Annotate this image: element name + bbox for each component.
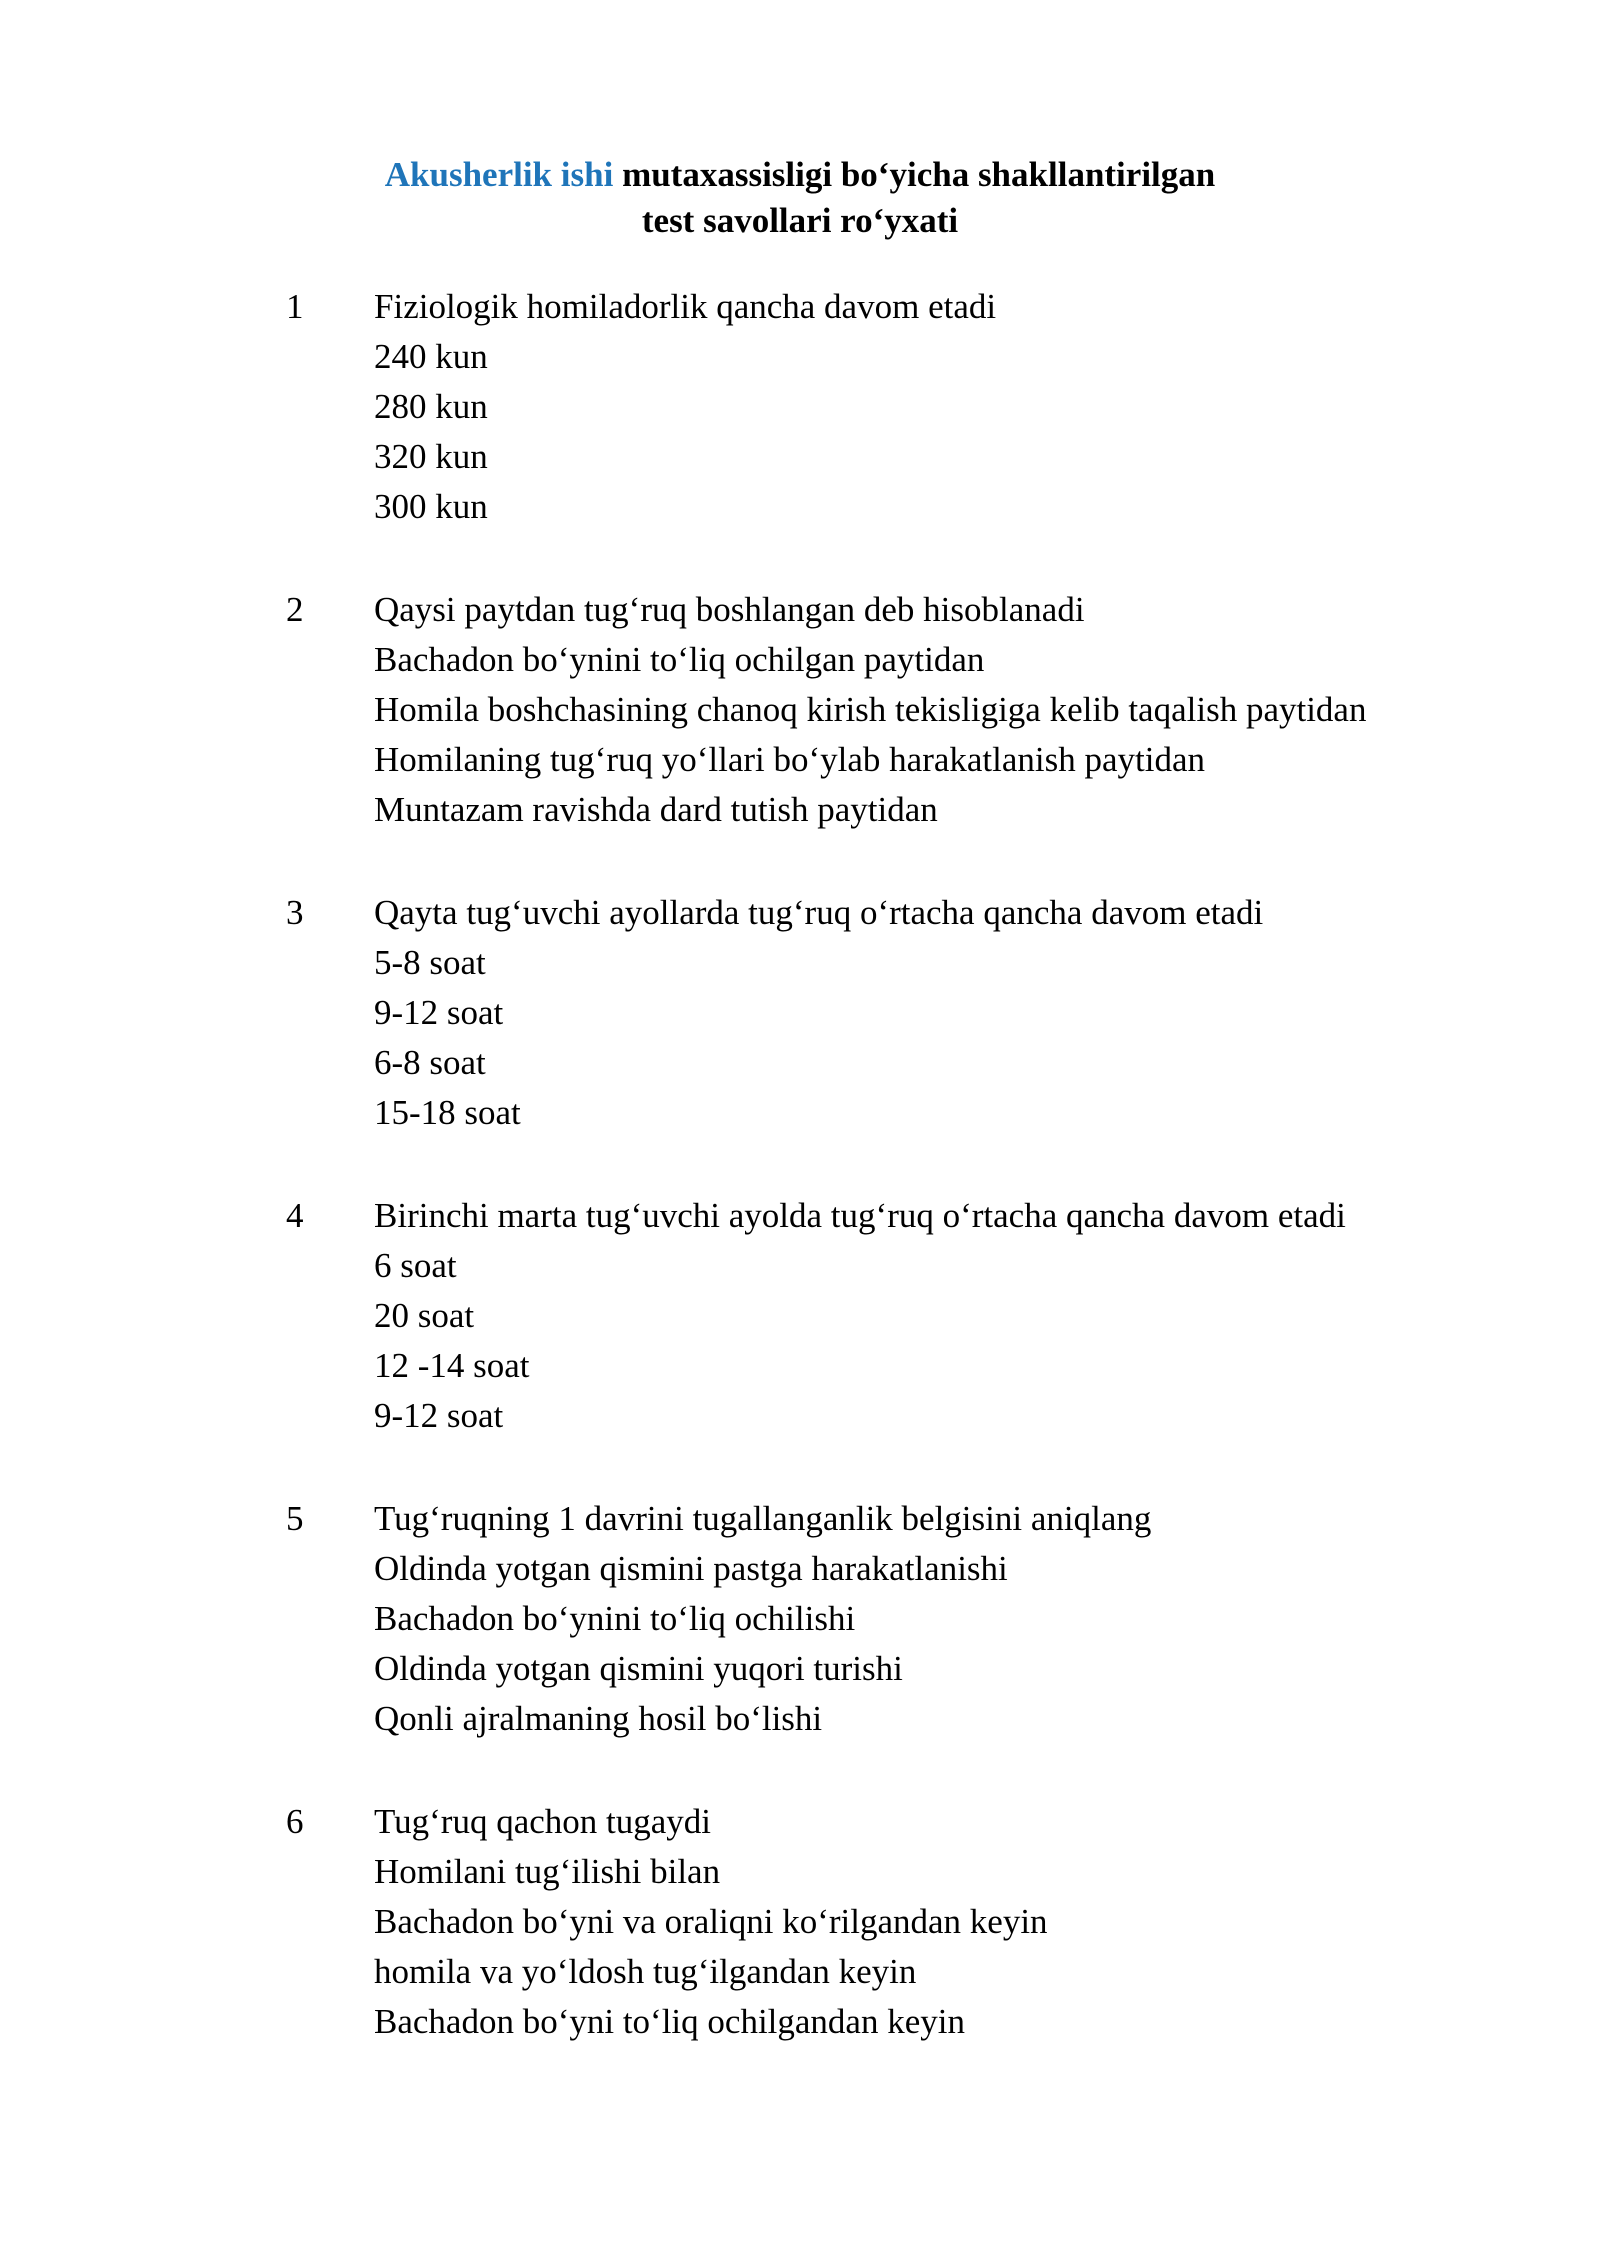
question-text: Birinchi marta tug‘uvchi ayolda tug‘ruq o‘rtacha qancha davom etadi bbox=[374, 1196, 1346, 1235]
question-number: 4 bbox=[286, 1196, 304, 1235]
question-number: 2 bbox=[286, 590, 304, 629]
question-item bbox=[0, 1797, 1600, 2100]
question-text: Fiziologik homiladorlik qancha davom etadi bbox=[374, 287, 997, 326]
answer-option: homila va yo‘ldosh tug‘ilgandan keyin bbox=[374, 1952, 917, 1991]
question-item bbox=[0, 888, 1600, 1191]
answer-option: Bachadon bo‘yni to‘liq ochilgandan keyin bbox=[374, 2002, 965, 2041]
answer-option: 9-12 soat bbox=[374, 993, 504, 1032]
title-line-2: test savollari ro‘yxati bbox=[641, 201, 959, 240]
answer-option: 240 kun bbox=[374, 337, 488, 376]
title-rest: mutaxassisligi bo‘yicha shakllantirilgan bbox=[613, 155, 1216, 194]
answer-option: Oldinda yotgan qismini yuqori turishi bbox=[374, 1649, 903, 1688]
title-line-1 bbox=[0, 152, 1600, 198]
question-number: 3 bbox=[286, 893, 304, 932]
answer-option: 320 kun bbox=[374, 437, 488, 476]
answer-option: 9-12 soat bbox=[374, 1396, 504, 1435]
question-item bbox=[0, 1494, 1600, 1797]
answer-option: 15-18 soat bbox=[374, 1093, 521, 1132]
question-text: Qayta tug‘uvchi ayollarda tug‘ruq o‘rtacha qancha davom etadi bbox=[374, 893, 1264, 932]
question-text: Qaysi paytdan tug‘ruq boshlangan deb hisoblanadi bbox=[374, 590, 1085, 629]
answer-option: Bachadon bo‘ynini to‘liq ochilishi bbox=[374, 1599, 856, 1638]
answer-option: Homilaning tug‘ruq yo‘llari bo‘ylab harakatlanish paytidan bbox=[374, 740, 1206, 779]
answer-option: 20 soat bbox=[374, 1296, 475, 1335]
question-item bbox=[0, 585, 1600, 888]
question-item bbox=[0, 282, 1600, 585]
answer-option: 6 soat bbox=[374, 1246, 457, 1285]
answer-option: 5-8 soat bbox=[374, 943, 486, 982]
answer-option: Homilani tug‘ilishi bilan bbox=[374, 1852, 721, 1891]
question-number: 5 bbox=[286, 1499, 304, 1538]
question-number: 1 bbox=[286, 287, 304, 326]
answer-option: 300 kun bbox=[374, 487, 488, 526]
answer-option: Muntazam ravishda dard tutish paytidan bbox=[374, 790, 938, 829]
title-accent: Akusherlik ishi bbox=[384, 155, 614, 194]
answer-option: 12 -14 soat bbox=[374, 1346, 530, 1385]
answer-option: Homila boshchasining chanoq kirish tekisligiga kelib taqalish paytidan bbox=[374, 690, 1367, 729]
answer-option: Qonli ajralmaning hosil bo‘lishi bbox=[374, 1699, 823, 1738]
question-list bbox=[0, 282, 1600, 2100]
question-number: 6 bbox=[286, 1802, 304, 1841]
answer-option: 6-8 soat bbox=[374, 1043, 486, 1082]
answer-option: 280 kun bbox=[374, 387, 488, 426]
question-text: Tug‘ruq qachon tugaydi bbox=[374, 1802, 712, 1841]
answer-option: Bachadon bo‘ynini to‘liq ochilgan paytidan bbox=[374, 640, 985, 679]
answer-option: Bachadon bo‘yni va oraliqni ko‘rilgandan keyin bbox=[374, 1902, 1048, 1941]
question-text: Tug‘ruqning 1 davrini tugallanganlik belgisini aniqlang bbox=[374, 1499, 1152, 1538]
answer-option: Oldinda yotgan qismini pastga harakatlanishi bbox=[374, 1549, 1008, 1588]
question-item bbox=[0, 1191, 1600, 1494]
document-title bbox=[0, 152, 1600, 244]
